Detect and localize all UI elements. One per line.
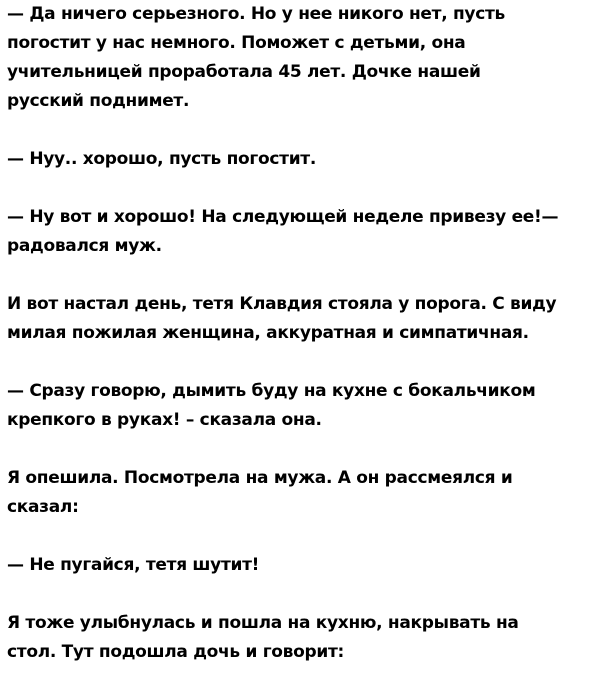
paragraph: [7, 0, 607, 116]
text-line: учительницей проработала 45 лет. Дочке нашей: [7, 62, 481, 82]
paragraph-spacer: [7, 116, 607, 145]
paragraph-spacer: [7, 522, 607, 551]
text-line: сказал:: [7, 497, 79, 517]
text-line: русский поднимет.: [7, 91, 190, 111]
text-line: крепкого в руках! – сказала она.: [7, 410, 322, 430]
text-line: погостит у нас немного. Поможет с детьми, она: [7, 33, 466, 53]
text-line: — Сразу говорю, дымить буду на кухне с бокальчиком: [7, 381, 536, 401]
paragraph: [7, 377, 607, 435]
paragraph: [7, 609, 607, 667]
article-body: [7, 0, 607, 667]
paragraph-spacer: [7, 348, 607, 377]
text-line: Я опешила. Посмотрела на мужа. А он рассмеялся и: [7, 468, 513, 488]
paragraph-spacer: [7, 174, 607, 203]
paragraph: [7, 290, 607, 348]
text-line: стол. Тут подошла дочь и говорит:: [7, 642, 345, 662]
text-line: И вот настал день, тетя Клавдия стояла у порога. С виду: [7, 294, 557, 314]
text-line: Я тоже улыбнулась и пошла на кухню, накрывать на: [7, 613, 519, 633]
paragraph: [7, 551, 607, 580]
paragraph: [7, 203, 607, 261]
text-line: — Не пугайся, тетя шутит!: [7, 555, 260, 575]
paragraph-spacer: [7, 261, 607, 290]
paragraph-spacer: [7, 435, 607, 464]
text-line: милая пожилая женщина, аккуратная и симпатичная.: [7, 323, 529, 343]
text-line: радовался муж.: [7, 236, 162, 256]
text-line: — Ну вот и хорошо! На следующей неделе привезу ее!—: [7, 207, 559, 227]
paragraph: [7, 464, 607, 522]
paragraph: [7, 145, 607, 174]
text-line: — Да ничего серьезного. Но у нее никого нет, пусть: [7, 4, 505, 24]
paragraph-spacer: [7, 580, 607, 609]
text-line: — Нуу.. хорошо, пусть погостит.: [7, 149, 317, 169]
